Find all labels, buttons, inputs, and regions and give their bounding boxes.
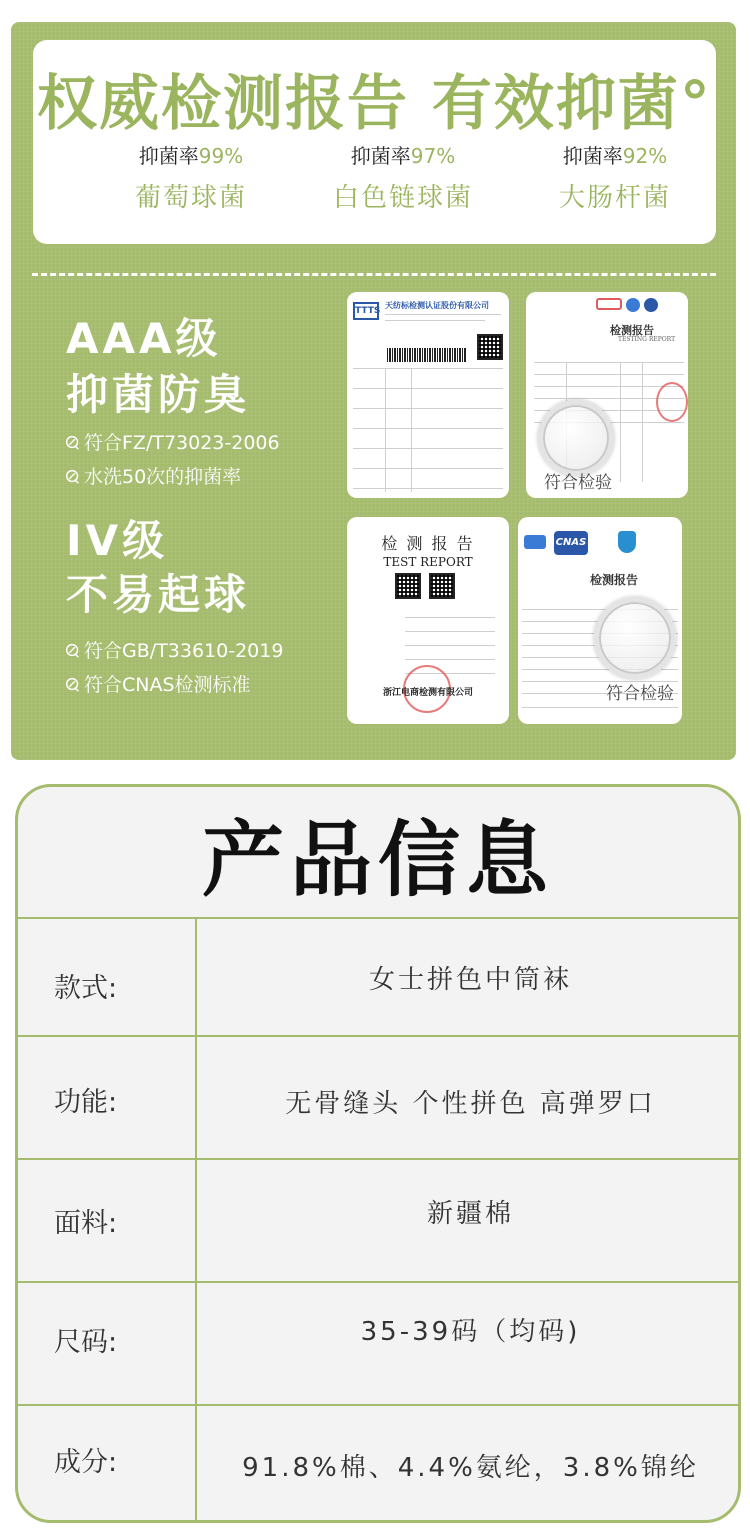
row-label-function: 功能: (54, 1087, 118, 1118)
bacteria-name: 白色链球菌 (332, 183, 473, 213)
leaf-icon (64, 433, 82, 451)
cnas-logo-icon (644, 298, 658, 312)
leaf-icon (64, 641, 82, 659)
report-subtitle: TESTING REPORT (618, 336, 676, 343)
row-divider (18, 917, 738, 919)
report-image-2 (526, 292, 688, 498)
ttts-logo-icon: TTTS (353, 302, 379, 320)
bacteria-name: 葡萄球菌 (134, 183, 247, 213)
bacteria-name: 大肠杆菌 (558, 183, 671, 213)
row-value-fabric: 新疆棉 (426, 1199, 514, 1229)
row-divider (18, 1281, 738, 1283)
headline-title: 权威检测报告 有效抑菌° (37, 69, 712, 139)
row-divider (18, 1404, 738, 1406)
rate-label: 抑菌率 (350, 144, 411, 168)
row-label-fabric: 面料: (54, 1208, 118, 1239)
row-value-function: 无骨缝头 个性拼色 高弹罗口 (285, 1089, 656, 1119)
grade-iv: IV级 (66, 516, 169, 565)
report-title: 检测报告 (610, 324, 654, 337)
ma-logo-icon (596, 298, 622, 310)
report-subtitle: TEST REPORT (383, 555, 473, 569)
qr-code-icon (429, 573, 455, 599)
row-label-size: 尺码: (54, 1327, 118, 1358)
row-value-size: 35-39码（均码) (360, 1317, 581, 1347)
grade-aaa-note-2: 水洗50次的抑菌率 (64, 462, 241, 489)
grade-aaa-desc: 抑菌防臭 (66, 370, 251, 419)
dashed-divider (32, 273, 716, 276)
report-org: 浙江电商检测有限公司 (382, 688, 473, 698)
rate-item-streptococcus (293, 140, 513, 214)
grade-iv-desc: 不易起球 (66, 570, 251, 619)
rate-item-ecoli (505, 140, 725, 214)
magnifier-icon (594, 597, 676, 679)
ilac-logo-icon (524, 535, 546, 549)
qr-code-icon (395, 573, 421, 599)
report-image-1 (347, 292, 509, 498)
leaf-icon (64, 675, 82, 693)
product-info-title: 产品信息 (201, 812, 554, 908)
row-value-composition: 91.8%棉、4.4%氨纶，3.8%锦纶 (242, 1453, 699, 1483)
barcode-icon (387, 348, 467, 362)
product-info-table (15, 784, 741, 1523)
qr-code-icon (477, 334, 503, 360)
ilac-logo-icon (626, 298, 640, 312)
conform-label: 符合检验 (544, 473, 612, 493)
grade-iv-note-1: 符合GB/T33610-2019 (64, 636, 283, 663)
headline-card (33, 40, 716, 244)
report-title: 检 测 报 告 (381, 534, 475, 553)
report-org: 天纺标检测认证股份有限公司 (385, 300, 489, 310)
rate-label: 抑菌率 (562, 144, 623, 168)
report-image-4 (518, 517, 682, 724)
rate-item-staphylococcus (81, 140, 301, 214)
row-label-style: 款式: (54, 973, 118, 1004)
grade-aaa-note-1: 符合FZ/T73023-2006 (64, 428, 280, 455)
row-divider (18, 1158, 738, 1160)
grade-iv-note-2: 符合CNAS检测标准 (64, 670, 251, 697)
grade-aaa: AAA级 (66, 314, 222, 363)
row-label-composition: 成分: (54, 1447, 118, 1478)
magnifier-icon (538, 400, 614, 476)
rate-value: 92% (622, 144, 668, 168)
conform-label: 符合检验 (606, 684, 674, 704)
leaf-icon (64, 467, 82, 485)
rate-label: 抑菌率 (138, 144, 199, 168)
row-divider (18, 1035, 738, 1037)
report-image-3 (347, 517, 509, 724)
rate-value: 97% (410, 144, 456, 168)
red-stamp-icon (656, 382, 688, 422)
shield-check-icon (618, 531, 636, 553)
cnas-logo-icon: CNAS (554, 531, 588, 555)
rate-value: 99% (198, 144, 244, 168)
row-value-style: 女士拼色中筒袜 (368, 965, 572, 995)
report-title: 检测报告 (590, 573, 639, 587)
